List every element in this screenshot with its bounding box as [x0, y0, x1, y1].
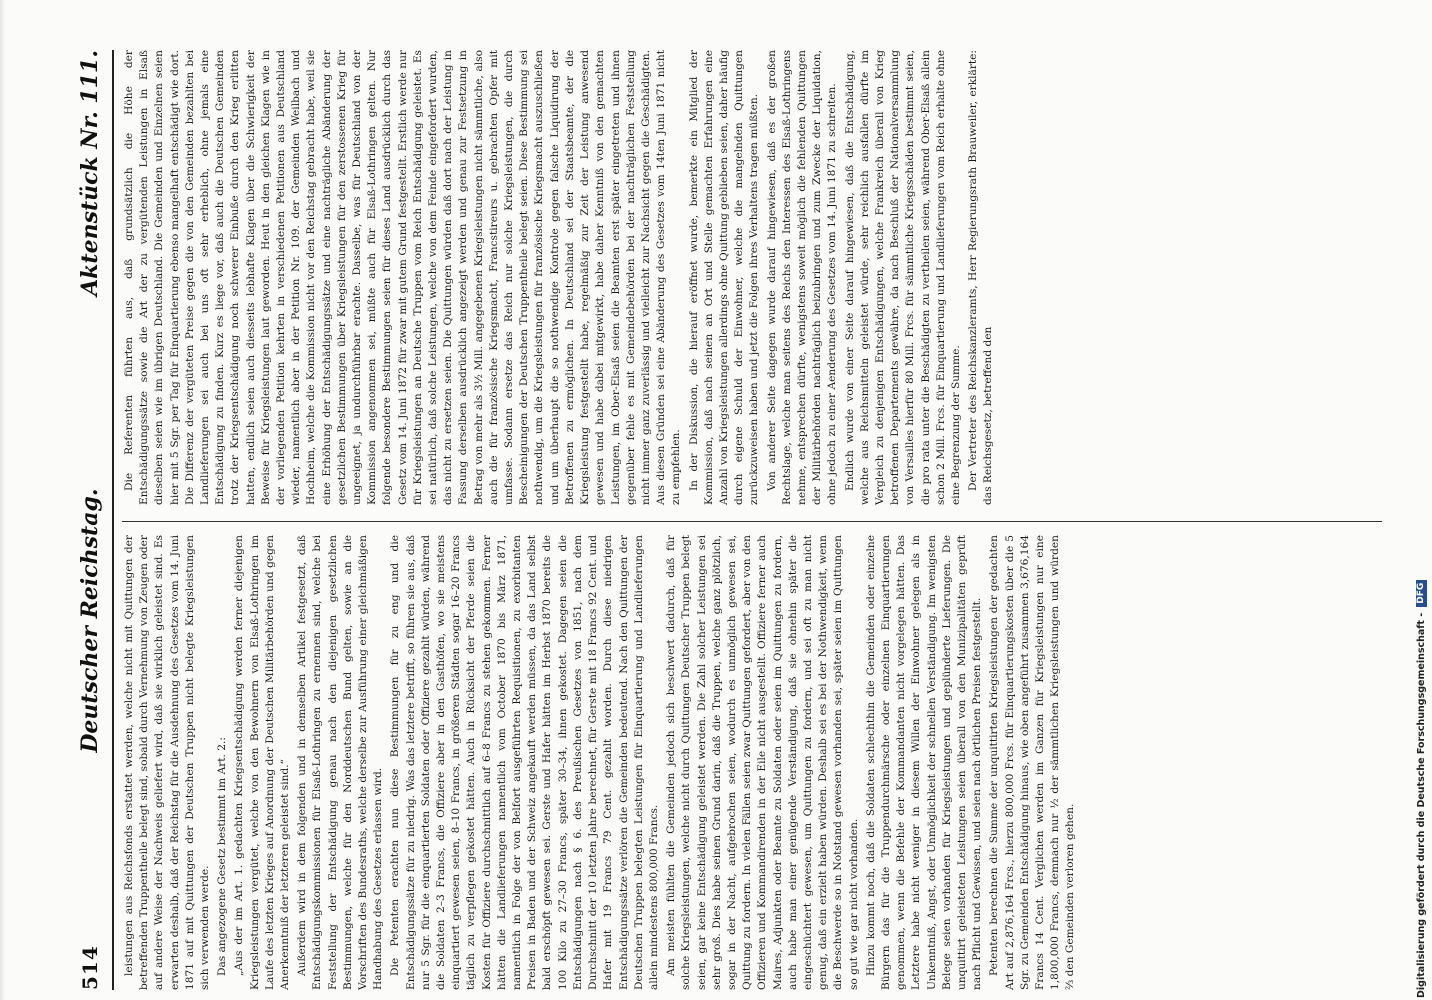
paragraph: Die Referenten führten aus, daß grundsätzlich die Höhe der Entschädigungssätze sowie die Art der zu vergütenden Leistungen in Elsaß dieselben seien wie im übrigen Deutschland. Die Gemeinden und Einzelnen seien hier mit 5 Sgr. per Tag für Einquartierung ebenso mangelhaft entschädigt wie dort. Die Differenz der vergüteten Preise gegen die von den Gemeinden bezahlten bei Landlieferungen sei auch bei uns oft sehr erheblich, ohne jemals eine Entschädigung zu finden. Kurz es liege vor, daß auch die Deutschen Gemeinden trotz der Kriegsentschädigung noch schwerer Einbuße durch den Krieg erlitten hatten, endlich seien auch diesseits lebhafte Klagen über die Schwierigkeit der Beweise für Kriegsleistungen laut geworden. Heut in den gleichen Klagen wie in der vorliegenden Petition kehrten in verschiedenen Petitionen aus Deutschland wieder, namentlich aber in der Petition Nr. 109. der Gemeinden Weilbach und Hochheim, welche die Kommission nicht vor den Reichstag gebracht habe, weil sie eine Erhöhung der Entschädigungssätze und eine nachträgliche Abänderung der gesetzlichen Bestimmungen über Kriegsleistungen für den zerstossenen Krieg für ungeeignet, ja undurchführbar erachte. Dasselbe, was für Deutschland von der Kommission angenommen sei, müßte auch für Elsaß-Lothringen gelten. Nur folgende besondere Bestimmungen seien für dieses Land ausdrücklich durch das Gesetz vom 14. Juni 1872 für zwar mit gutem Grund festgestellt. Erstlich werde nur für Kriegsleistungen an Deutsche Truppen vom Reich Entschädigung geleistet. Es sei natürlich, daß solche Leistungen, welche von dem Feinde eingefordert wurden, das nicht zu ersetzen seien. Die Quittungen würden daß dort nach der Leistung in Fassung derselben ausdrücklich angezeigt werden und genau zur Festsetzung in Betrag von mehr als 3½ Mill. angegebenen Kriegsleistungen nicht sämmtliche, also auch die für französische Kriegsmacht, Francstireurs u. gebrachten Opfer mit umfasse. Sodann ersetze das Reich nur solche Kriegsleistungen, die durch Bescheinigungen der Deutschen Truppentheile belegt seien. Diese Bestimmung sei nothwendig, um die Kriegsleistungen für französische Kriegsmacht auszuschließen und um überhaupt die so nothwendige Kontrole gegen falsche Liquidirung der Betroffenen zu ermöglichen. In Deutschland sei der Staatsbeamte, der die Kriegsleistung festgestellt habe, regelmäßig zur Zeit der Leistung anwesend gewesen und habe dabei mitgewirkt, habe daher Kenntniß von den gemachten Leistungen, im Ober-Elsaß seien die Beamten erst später eingetreten und ihnen gegenüber fehle es mit Gemeindebehörden bei der nachträglichen Feststellung nicht immer ganz zuverlässig und vielleicht zur Nachsicht gegen die Geschädigten. Aus diesen Gründen sei eine Abänderung des Gesetzes vom 14ten Juni 1871 nicht zu empfehlen. — [123, 50, 683, 505]
paragraph: Der Vertreter des Reichskanzleramts, Herr Regierungsrath Brauweiler, erklärte: das Reichsgesetz, betreffend den — [967, 50, 995, 505]
left-column — [122, 535, 1392, 990]
credit-text: Digitalisierung gefördert durch die Deutsche Forschungsgemeinschaft - — [1416, 612, 1427, 998]
header-rule — [112, 50, 114, 990]
page-number: 514 — [78, 945, 102, 990]
dfg-logo: DFG — [1416, 580, 1427, 607]
paragraph: Endlich wurde von einer Seite darauf hingewiesen, daß die Entschädigung, welche aus Reichsmitteln geleistet würde, sehr reichlich ausfallen dürfte im Vergleich zu denjenigen Entschädigungen, welche Frankreich überall von Krieg betroffenen Departements gewähre, da nach Beschluß der Nationalversammlung von Versailles hierfür 80 Mill. Frcs. für sämmtliche Kriegsschäden bestimmt seien, die pro rata unter die Beschädigten zu vertheilen seien, während Ober-Elsaß allein schon 2 Mill. Frcs. für Einquartierung und Landlieferungen vom Reich erhalte ohne eine Begrenzung der Summe. — [843, 50, 962, 505]
paragraph: Am meisten fühlten die Gemeinden jedoch sich beschwert dadurch, daß für solche Kriegsleistungen, welche nicht durch Quittungen Deutscher Truppen belegt seien, gar keine Entschädigung geleistet werden. Die Zahl solcher Leistungen sei sehr groß. Dies habe seinen Grund darin, daß die Truppen, welche ganz plötzlich, sogar in der Nacht, aufgebrochen seien, wodurch es unmöglich gewesen sei, Quittung zu fordern. In vielen Fällen seien zwar Quittungen gefordert, aber von den Offizieren und Kommandirenden in der Eile nicht ausgestellt. Offiziere ferner auch Maires, Adjunkten oder Beamte zu Soldaten oder seien im Quittungen zu fordern, auch habe man einer genügende Verständigung, daß sie ohnehin später die eingeschüchtert gewesen, um Quittungen zu fordern, und sei oft zu man nicht genug, daß ein erzielt haben würden. Deshalb sei es bei der Nothwendigkeit, wenn die Beschwerde so in Notstand gewesen vorhanden sei, später seien im Quittungen so gut wie gar nicht vorhanden. — [665, 535, 860, 990]
paragraph: Die Petenten erachten nun diese Bestimmungen für zu eng und die Entschädigungssätze für zu niedrig. Was das letztere betrifft, so führen sie aus, daß nur 5 Sgr. für die einquartierten Soldaten oder Offiziere gezahlt würden, während die Soldaten 2–3 Francs, die Offiziere aber in den Gasthöfen, wo sie meistens einquartiert gewesen seien, 8–10 Francs, in größeren Städten sogar 16–20 Francs täglich zu verpflegen gekostet hätten. Auch in Rücksicht der Pferde seien die Kosten für Offiziere durchschnittlich auf 6–8 Francs zu stehen gekommen. Ferner hätten die Landlieferungen namentlich vom October 1870 bis März 1871, namentlich in Folge der von Belfort ausgeführten Requisitionen, zu exorbitanten Preisen in Baden und der Schweiz angekauft werden müssen, da das Land selbst bald erschöpft gewesen sei. Gerste und Hafer hätten im Herbst 1870 bereits die 100 Kilo zu 27–30 Francs, später 30–34, ihnen gekostet. Dagegen seien die Entschädigungen nach § 6. des Preußischen Gesetzes von 1851, nach dem Durchschnitt der 10 letzten Jahre berechnet, für Gerste mit 18 Francs 92 Cent. und Hafer mit 19 Francs 79 Cent. gezahlt worden. Durch diese niedrigen Entschädigungssätze verlören die Gemeinden bedeutend. Nach den Quittungen der Deutschen Truppen belegten Leistungen für Einquartierung und Landlieferungen allein mindestens 800,000 Francs. — [389, 535, 660, 990]
paragraph: Petenten berechnen die Summe der unquittirten Kriegsleistungen der gedachten Art auf 2,876,164 Frcs., hierzu 800,000 Frcs. für Einquartierungskosten über die 5 Sgr. zu Gemeinden Entschädigung hinaus, wie oben angeführt zusammen 3,676,164 Francs 14 Cent. Verglichen werden im Ganzen für Kriegsleistungen nur eine 1,800,000 Francs, demnach nur ½ der sämmtlichen Kriegsleistungen und würden ⅔ den Gemeinden verloren gehen. — [988, 535, 1077, 990]
scan-edge — [0, 0, 6, 1000]
page-body — [70, 50, 1400, 990]
paragraph: In der Diskussion, die hierauf eröffnet wurde, bemerkte ein Mitglied der Kommission, daß nach seinen an Ort und Stelle gemachten Erfahrungen eine Anzahl von Kriegsleistungen allerdings ohne Quittung geblieben seien, daher häufig durch eigene Schuld der Einwohner, welche die mangelnden Quittungen zurückzuweisen haben und jetzt die Folgen ihres Verhaltens tragen müßten. — [687, 50, 761, 505]
column-divider — [122, 521, 1382, 522]
paragraph: Hinzu kommt noch, daß die Soldaten schlechthin die Gemeinden oder einzelne Bürgern das für die Truppendurchmärsche oder einzelnen Einquartierungen genommen, wenn die Befehle der Kommandanten nicht vorgelegen hätten. Das Letztere habe nicht weniger in diesem Willen der Einwohner gelegen als in Unkenntniß, Angst, oder Unmöglichkeit der schnellen Verständigung. Im wenigsten Belege seien vorhanden für Kriegsleistungen und geplünderte Lieferungen. Die unquittirt geleisteten Leistungen seien überall von den Munizipalitäten geprüft nach Pflicht und Gewissen, und seien nach örtlichen Preisen festgestellt. — [864, 535, 984, 990]
digitization-credit — [1416, 8, 1430, 998]
paragraph: Das angezogene Gesetz bestimmt im Art. 2.: — [216, 737, 229, 976]
running-title: Deutscher Reichstag. — [77, 488, 103, 753]
rotated-page-content — [70, 30, 1420, 990]
document-reference: Aktenstück Nr. 111. — [77, 50, 103, 296]
paragraph: leistungen aus Reichsfonds erstattet werden, welche nicht mit Quittungen der betreffenden Truppentheile belegt sind, sobald durch Vernehmung von Zeugen oder auf andere Weise der Nachweis geliefert wird, daß sie wirklich geleistet sind. Es erwarten deshalb, daß der Reichstag für die Ausdehnung des Gesetzes vom 14. Juni 1871 auf mit Quittungen der Deutschen Truppen nicht belegte Kriegsleistungen sich verwenden werde. — [123, 535, 212, 990]
right-column — [122, 50, 1392, 505]
paragraph: Von anderer Seite dagegen wurde darauf hingewiesen, daß es der großen Rechtslage, welche man seitens des Reichs den Interessen des Elsaß-Lothringens nehme, entsprechen dürfte, wenigstens soweit möglich die fehlenden Quittungen der Militärbehörden nachträglich beizubringen und zum Zwecke der Liquidation, ohne jedoch zu einer Aenderung des Gesetzes vom 14. Juni 1871 zu schreiten. — [765, 50, 839, 505]
credit-line — [1416, 8, 1427, 998]
page-header — [70, 50, 110, 990]
paragraph: „Aus der im Art. 1. gedachten Kriegsentschädigung werden ferner diejenigen Kriegsleistungen vergütet, welche von den Bewohnern von Elsaß-Lothringen im Laufe des letzten Krieges auf Anordnung der Deutschen Militärbehörden und gegen Anerkenntniß der letzteren geleistet sind.“ — [233, 535, 292, 990]
paragraph: Außerdem wird in dem folgenden und in demselben Artikel festgesetzt, daß Entschädigungskommissionen für Elsaß-Lothringen zu ernennen sind, welche bei Feststellung der Entschädigung genau nach den diejenigen gesetzlichen Bestimmungen, welche für den Norddeutschen Bund gelten, sowie an die Vorschriften des Bundesraths, welche derselbe zur Ausführung einer gleichmäßigen Handhabung des Gesetzes erlassen wird. — [296, 535, 385, 990]
